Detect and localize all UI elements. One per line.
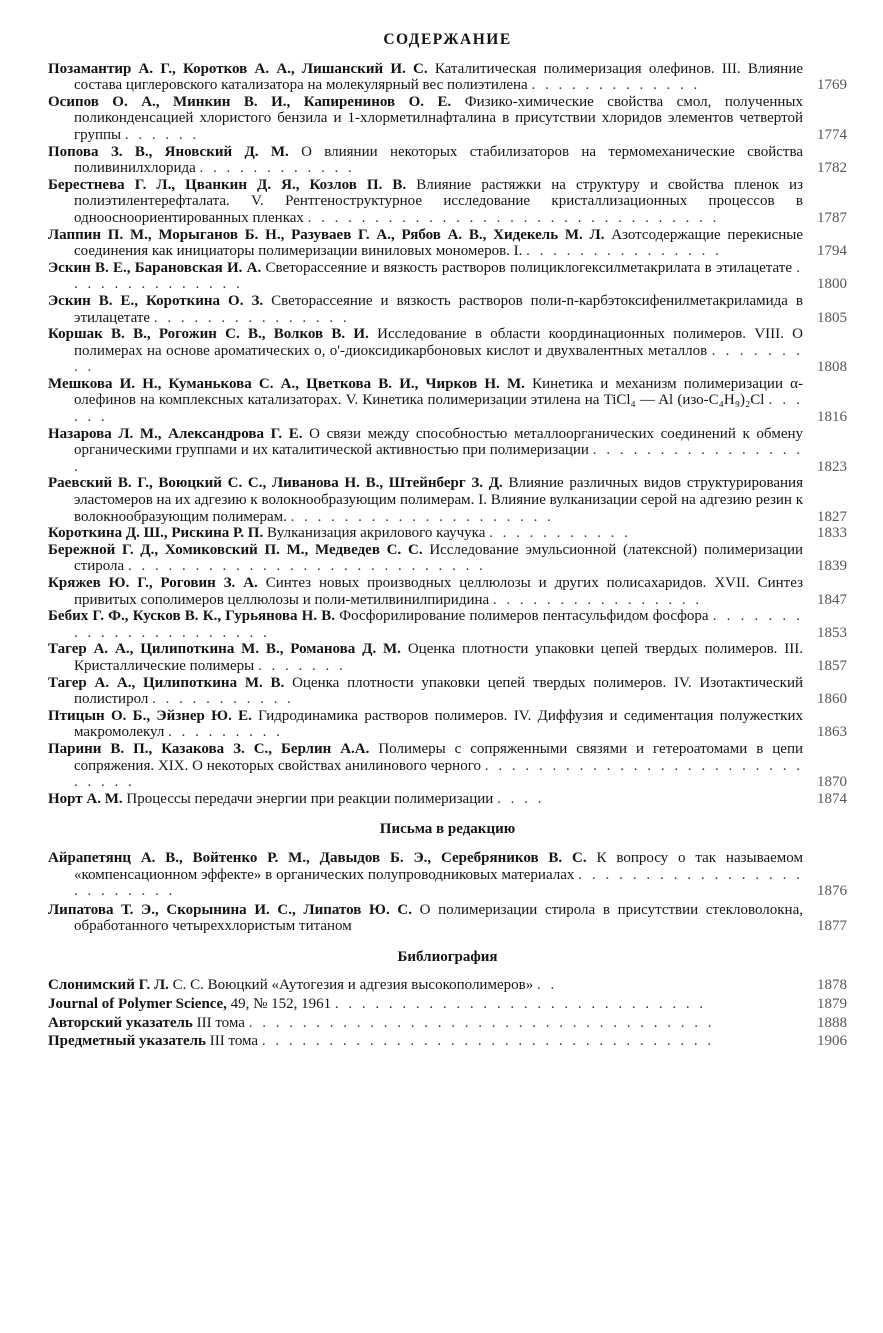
entry-page-number: 1827	[817, 508, 847, 525]
entry-page-number: 1857	[817, 657, 847, 674]
toc-entry: Назарова Л. М., Александрова Г. Е. О связи между способностью металлоорганических соединений к обмену органическими группами и их каталитической активностью при полимеризации . . . . . . . . . . . . . . . . . 1823	[48, 425, 847, 475]
toc-entry: Бебих Г. Ф., Кусков В. К., Гурьянова Н. В. Фосфорилирование полимеров пентасульфидом фосфора . . . . . . . . . . . . . . . . . . . . . . 1853	[48, 608, 847, 641]
entry-page-number: 1860	[817, 691, 847, 708]
toc-entry: Тагер А. А., Цилипоткина М. В., Романова Д. М. Оценка плотности упаковки цепей твердых полимеров. III. Кристаллические полимеры . . . . . . . 1857	[48, 641, 847, 674]
entry-page-number: 1805	[817, 309, 847, 326]
entry-authors: Айрапетянц А. В., Войтенко Р. М., Давыдов Б. Э., Серебряников В. С.	[48, 849, 587, 866]
entry-title: Исследование эмульсионной (латексной) полимеризации стирола	[74, 541, 803, 575]
toc-entry: Берестнева Г. Л., Цванкин Д. Я., Козлов П. В. Влияние растяжки на структуру и свойства пленок из полиэтилентерефталата. V. Рентгеноструктурное исследование кристаллизационных процессов в одноосноориентированных пленках . . . . . . . . . . . . . . . . . . . . . . . . . . . . . . . 1787	[48, 176, 847, 226]
entry-page-number: 1847	[817, 591, 847, 608]
entry-authors: Бережной Г. Д., Хомиковский П. М., Медведев С. С.	[48, 541, 423, 558]
entry-title: Влияние различных видов структурирования эластомеров на их адгезию к волокнообразующим полимерам. I. Влияние вулканизации серой на адгезию резин к волокнообразующим полимерам.	[74, 475, 803, 525]
entry-title: III тома	[196, 1014, 245, 1031]
articles-list	[48, 61, 847, 808]
entry-page-number: 1863	[817, 724, 847, 741]
toc-entry: Кряжев Ю. Г., Роговин З. А. Синтез новых производных целлюлозы и других полисахаридов. XVII. Синтез привитых сополимеров целлюлозы и поли-метилвинилпиридина . . . . . . . . . . . . . . . . 1847	[48, 575, 847, 608]
toc-entry: Птицын О. Б., Эйзнер Ю. Е. Гидродинамика растворов полимеров. IV. Диффузия и седиментация полужестких макромолекул . . . . . . . . . 1863	[48, 707, 847, 741]
bibliography-list	[48, 977, 847, 1049]
toc-entry: Айрапетянц А. В., Войтенко Р. М., Давыдов Б. Э., Серебряников В. С. К вопросу о так называемом «компенсационном эффекте» в органических полупроводниковых материалах . . . . . . . . . . . . . . . . . . . . . . . . . 1876	[48, 849, 847, 900]
entry-authors: Эскин В. Е., Короткина О. З.	[48, 292, 264, 309]
toc-entry: Авторский указатель III тома . . . . . . . . . . . . . . . . . . . . . . . . . . . . . . . . . . . 1888	[48, 1014, 847, 1031]
toc-entry: Эскин В. Е., Барановская И. А. Светорассеяние и вязкость растворов полициклогексилметакрилата в этилацетате . . . . . . . . . . . . . . 1800	[48, 259, 847, 293]
entry-page-number: 1782	[817, 160, 847, 177]
toc-entry: Осипов О. А., Минкин В. И., Капиренинов О. Е. Физико-химические свойства смол, полученных поликонденсацией хлористого бензила и 1-хлорметилнафталина в присутствии хлоридов элементов четвертой группы . . . . . . 1774	[48, 93, 847, 143]
entry-title: О полимеризации стирола в присутствии стекловолокна, обработанного четыреххлористым титаном	[74, 901, 803, 935]
toc-entry: Эскин В. Е., Короткина О. З. Светорассеяние и вязкость растворов поли-n-карбэтоксифенилметакриламида в этилацетате . . . . . . . . . . . . . . . 1805	[48, 292, 847, 326]
entry-page-number: 1874	[817, 790, 847, 807]
toc-entry: Раевский В. Г., Воюцкий С. С., Ливанова Н. В., Штейнберг З. Д. Влияние различных видов структурирования эластомеров на их адгезию к волокнообразующим полимерам. I. Влияние вулканизации серой на адгезию резин к волокнообразующим полимерам. . . . . . . . . . . . . . . . . . . . . 1827	[48, 475, 847, 525]
entry-authors: Короткина Д. Ш., Рискина Р. П.	[48, 525, 264, 542]
entry-authors: Осипов О. А., Минкин В. И., Капиренинов О. Е.	[48, 93, 452, 110]
toc-entry: Journal of Polymer Science, 49, № 152, 1961 . . . . . . . . . . . . . . . . . . . . . . . . . . . . 1879	[48, 996, 847, 1013]
letters-list	[48, 850, 847, 935]
entry-page-number: 1774	[817, 126, 847, 143]
entry-title: III тома	[209, 1033, 259, 1050]
entry-page-number: 1823	[817, 458, 847, 475]
toc-entry: Слонимский Г. Л. С. С. Воюцкий «Аутогезия и адгезия высокополимеров» . . 1878	[48, 977, 847, 994]
entry-title: Фосфорилирование полимеров пентасульфидом фосфора	[339, 608, 709, 625]
entry-title: К вопросу о так называемом «компенсационном эффекте» в органических полупроводниковых материалах	[74, 849, 804, 883]
entry-page-number: 1800	[817, 276, 847, 293]
toc-entry	[48, 902, 847, 935]
entry-page-number: 1769	[817, 77, 847, 94]
entry-authors: Липатова Т. Э., Скорынина И. С., Липатов Ю. С.	[48, 901, 412, 918]
entry-title: Оценка плотности упаковки цепей твердых полимеров. IV. Изотактический полистирол	[74, 674, 804, 708]
toc-entry: Коршак В. В., Рогожин С. В., Волков В. И. Исследование в области координационных полимеров. VIII. О полимерах на основе ароматических o, o'-диоксидикарбоновых кислот и двухвалентных металлов . . . . . . . . . 1808	[48, 326, 847, 376]
entry-authors: Норт А. М.	[48, 790, 123, 807]
entry-authors: Авторский указатель	[48, 1014, 193, 1031]
entry-authors: Тагер А. А., Цилипоткина М. В.	[48, 674, 285, 691]
contents-heading: СОДЕРЖАНИЕ	[383, 31, 512, 48]
entry-page-number: 1816	[817, 409, 847, 426]
entry-page-number: 1879	[817, 996, 847, 1013]
entry-authors: Раевский В. Г., Воюцкий С. С., Ливанова Н. В., Штейнберг З. Д.	[48, 475, 503, 492]
entry-authors: Берестнева Г. Л., Цванкин Д. Я., Козлов П. В.	[48, 176, 407, 193]
entry-page-number: 1888	[817, 1014, 847, 1031]
entry-title: Каталитическая полимеризация олефинов. III. Влияние состава циглеровского катализатора на молекулярный вес полиэтилена	[74, 60, 804, 94]
entry-authors: Птицын О. Б., Эйзнер Ю. Е.	[48, 707, 252, 724]
entry-authors: Коршак В. В., Рогожин С. В., Волков В. И.	[48, 326, 369, 343]
entry-authors: Лаппин П. М., Морыганов Б. Н., Разуваев Г. А., Рябов А. В., Хидекель М. Л.	[48, 226, 605, 243]
entry-title: Исследование в области координационных полимеров. VIII. О полимерах на основе ароматических o, o'-диоксидикарбоновых кислот и двухвалентных металлов	[74, 326, 803, 359]
entry-page-number: 1853	[817, 624, 847, 641]
entry-authors: Позамантир А. Г., Коротков А. А., Лишанский И. С.	[48, 60, 428, 77]
toc-entry: Парини В. П., Казакова З. С., Берлин А.А. Полимеры с сопряженными связями и гетероатомами в цепи сопряжения. XIX. О некоторых свойствах анилинового черного . . . . . . . . . . . . . . . . . . . . . . . . . . . . . 1870	[48, 740, 847, 791]
toc-entry: Попова З. В., Яновский Д. М. О влиянии некоторых стабилизаторов на термомеханические свойства поливинилхлорида . . . . . . . . . . . . 1782	[48, 143, 847, 177]
entry-authors: Попова З. В., Яновский Д. М.	[48, 143, 289, 160]
entry-title: Полимеры с сопряженными связями и гетероатомами в цепи сопряжения. XIX. О некоторых свойствах анилинового черного	[74, 740, 803, 774]
entry-title: Синтез новых производных целлюлозы и других полисахаридов. XVII. Синтез привитых сополимеров целлюлозы и поли-метилвинилпиридина	[74, 575, 804, 608]
entry-page-number: 1794	[817, 243, 847, 260]
toc-entry: Норт А. М. Процессы передачи энергии при реакции полимеризации . . . . 1874	[48, 790, 847, 807]
entry-title: Оценка плотности упаковки цепей твердых полимеров. III. Кристаллические полимеры	[74, 641, 804, 674]
entry-page-number: 1808	[817, 359, 847, 376]
entry-title: Вулканизация акрилового каучука	[266, 525, 486, 542]
toc-entry: Мешкова И. Н., Куманькова С. А., Цветкова В. И., Чирков Н. М. Кинетика и механизм полимеризации α-олефинов на комплексных катализаторах. V. Кинетика полимеризации этилена на TiCl₄ — Al (изо-C₄H₉)₂Cl . . . . . . 1816	[48, 375, 847, 426]
entry-title: Процессы передачи энергии при реакции полимеризации	[126, 790, 494, 807]
entry-title: 49, № 152, 1961	[230, 996, 332, 1013]
entry-page-number: 1833	[817, 525, 847, 542]
entry-authors: Journal of Polymer Science,	[48, 996, 227, 1013]
entry-authors: Предметный указатель	[48, 1033, 206, 1050]
entry-authors: Слонимский Г. Л.	[48, 977, 169, 994]
entry-title: О влиянии некоторых стабилизаторов на термомеханические свойства поливинилхлорида	[74, 143, 803, 177]
toc-entry: Тагер А. А., Цилипоткина М. В. Оценка плотности упаковки цепей твердых полимеров. IV. Изотактический полистирол . . . . . . . . . . . 1860	[48, 674, 847, 708]
entry-page-number: 1878	[817, 977, 847, 994]
entry-title: С. С. Воюцкий «Аутогезия и адгезия высокополимеров»	[172, 977, 534, 994]
entry-title: Азотсодержащие перекисные соединения как инициаторы полимеризации виниловых мономеров. I.	[74, 226, 803, 260]
entry-authors: Кряжев Ю. Г., Роговин З. А.	[48, 575, 258, 591]
entry-title: Светорассеяние и вязкость растворов поли-n-карбэтоксифенилметакриламида в этилацетате	[74, 292, 804, 326]
toc-entry: Бережной Г. Д., Хомиковский П. М., Медведев С. С. Исследование эмульсионной (латексной) полимеризации стирола . . . . . . . . . . . . . . . . . . . . . . . . . . . 1839	[48, 541, 847, 575]
entry-authors: Тагер А. А., Цилипоткина М. В., Романова Д. М.	[48, 641, 401, 658]
entry-authors: Парини В. П., Казакова З. С., Берлин А.А.	[48, 740, 370, 757]
entry-title: Влияние растяжки на структуру и свойства пленок из полиэтилентерефталата. V. Рентгеноструктурное исследование кристаллизационных процессов в одноосноориентированных пленках	[74, 176, 803, 226]
entry-page-number: 1839	[817, 558, 847, 575]
bibliography-heading: Библиография	[397, 948, 498, 965]
letters-heading: Письма в редакцию	[379, 821, 516, 838]
entry-page-number: 1876	[817, 883, 847, 900]
entry-page-number: 1877	[817, 918, 847, 935]
entry-title: Светорассеяние и вязкость растворов полициклогексилметакрилата в этилацетате	[265, 259, 793, 276]
entry-page-number: 1870	[817, 774, 847, 791]
entry-authors: Бебих Г. Ф., Кусков В. К., Гурьянова Н. В.	[48, 608, 336, 625]
entry-title: Кинетика и механизм полимеризации α-олефинов на комплексных катализаторах. V. Кинетика полимеризации этилена на TiCl₄ — Al (изо-C₄H₉)₂Cl	[74, 375, 804, 409]
entry-page-number: 1906	[817, 1033, 847, 1050]
entry-authors: Эскин В. Е., Барановская И. А.	[48, 259, 262, 276]
entry-authors: Назарова Л. М., Александрова Г. Е.	[48, 425, 303, 442]
entry-title: О связи между способностью металлоорганических соединений к обмену органическими группами и их каталитической активностью при полимеризации	[74, 425, 803, 459]
entry-page-number: 1787	[817, 209, 847, 226]
toc-entry: Лаппин П. М., Морыганов Б. Н., Разуваев Г. А., Рябов А. В., Хидекель М. Л. Азотсодержащие перекисные соединения как инициаторы полимеризации виниловых мономеров. I. . . . . . . . . . . . . . . . 1794	[48, 226, 847, 260]
entry-title: Гидродинамика растворов полимеров. IV. Диффузия и седиментация полужестких макромолекул	[74, 707, 803, 741]
entry-authors: Мешкова И. Н., Куманькова С. А., Цветкова В. И., Чирков Н. М.	[48, 375, 525, 392]
toc-entry: Позамантир А. Г., Коротков А. А., Лишанский И. С. Каталитическая полимеризация олефинов. III. Влияние состава циглеровского катализатора на молекулярный вес полиэтилена . . . . . . . . . . . . . 1769	[48, 60, 847, 94]
entry-title: Физико-химические свойства смол, полученных поликонденсацией хлористого бензила и 1-хлорметилнафталина в присутствии хлоридов элементов четвертой группы	[74, 93, 803, 143]
toc-entry: Короткина Д. Ш., Рискина Р. П. Вулканизация акрилового каучука . . . . . . . . . . . 1833	[48, 525, 847, 542]
toc-entry: Предметный указатель III тома . . . . . . . . . . . . . . . . . . . . . . . . . . . . . . . . . . 1906	[48, 1033, 847, 1050]
